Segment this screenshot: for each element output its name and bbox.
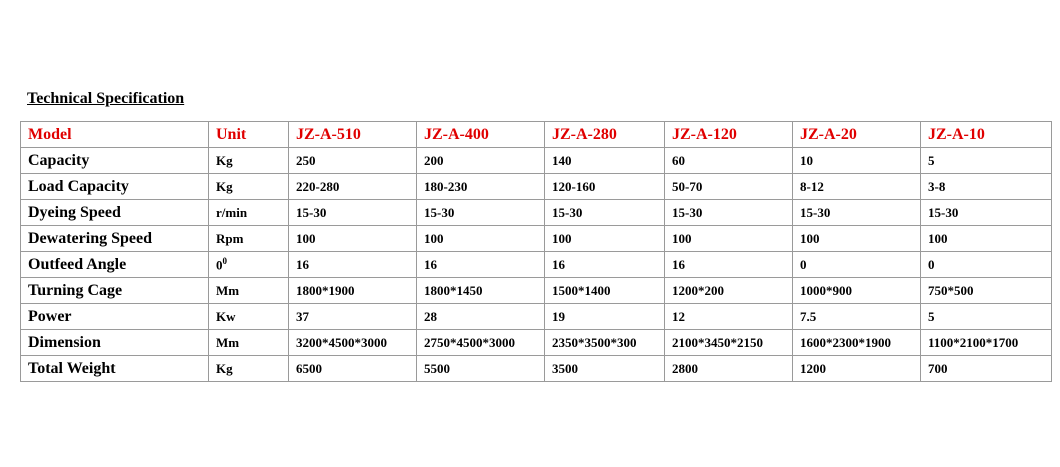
unit-cell: Kg: [209, 174, 289, 200]
value-cell: 5: [921, 148, 1052, 174]
value-cell: 1100*2100*1700: [921, 330, 1052, 356]
value-cell: 10: [793, 148, 921, 174]
row-label: Outfeed Angle: [21, 252, 209, 278]
value-cell: 5: [921, 304, 1052, 330]
row-label: Load Capacity: [21, 174, 209, 200]
value-cell: 0: [921, 252, 1052, 278]
value-cell: 100: [545, 226, 665, 252]
header-cell: Model: [21, 122, 209, 148]
value-cell: 7.5: [793, 304, 921, 330]
value-cell: 220-280: [289, 174, 417, 200]
table-row: [21, 278, 1052, 304]
value-cell: 8-12: [793, 174, 921, 200]
value-cell: 5500: [417, 356, 545, 382]
header-cell: JZ-A-120: [665, 122, 793, 148]
header-cell: JZ-A-20: [793, 122, 921, 148]
unit-cell: Rpm: [209, 226, 289, 252]
row-label: Dimension: [21, 330, 209, 356]
unit-cell: r/min: [209, 200, 289, 226]
table-header-row: [21, 122, 1052, 148]
header-cell: JZ-A-400: [417, 122, 545, 148]
value-cell: 2800: [665, 356, 793, 382]
value-cell: 180-230: [417, 174, 545, 200]
header-cell: JZ-A-510: [289, 122, 417, 148]
row-label: Dewatering Speed: [21, 226, 209, 252]
table-row: [21, 330, 1052, 356]
value-cell: 1000*900: [793, 278, 921, 304]
unit-cell: Kg: [209, 148, 289, 174]
value-cell: 15-30: [289, 200, 417, 226]
value-cell: 2100*3450*2150: [665, 330, 793, 356]
value-cell: 19: [545, 304, 665, 330]
unit-cell: [209, 252, 289, 278]
value-cell: 16: [289, 252, 417, 278]
value-cell: 15-30: [545, 200, 665, 226]
unit-cell: Mm: [209, 278, 289, 304]
unit-cell: Kg: [209, 356, 289, 382]
value-cell: 200: [417, 148, 545, 174]
value-cell: 1800*1900: [289, 278, 417, 304]
unit-cell: Mm: [209, 330, 289, 356]
value-cell: 3-8: [921, 174, 1052, 200]
value-cell: 100: [921, 226, 1052, 252]
value-cell: 2750*4500*3000: [417, 330, 545, 356]
table-row: [21, 304, 1052, 330]
table-row: [21, 252, 1052, 278]
table-row: [21, 200, 1052, 226]
value-cell: 1600*2300*1900: [793, 330, 921, 356]
value-cell: 1200: [793, 356, 921, 382]
header-cell: JZ-A-280: [545, 122, 665, 148]
value-cell: 2350*3500*300: [545, 330, 665, 356]
table-row: [21, 356, 1052, 382]
value-cell: 37: [289, 304, 417, 330]
table-row: [21, 174, 1052, 200]
value-cell: 1500*1400: [545, 278, 665, 304]
value-cell: 100: [289, 226, 417, 252]
value-cell: 100: [417, 226, 545, 252]
value-cell: 100: [793, 226, 921, 252]
spec-table: [20, 121, 1052, 382]
value-cell: 1800*1450: [417, 278, 545, 304]
value-cell: 15-30: [417, 200, 545, 226]
unit-cell: Kw: [209, 304, 289, 330]
header-cell: Unit: [209, 122, 289, 148]
value-cell: 15-30: [665, 200, 793, 226]
value-cell: 700: [921, 356, 1052, 382]
value-cell: 6500: [289, 356, 417, 382]
table-row: [21, 226, 1052, 252]
value-cell: 28: [417, 304, 545, 330]
value-cell: 50-70: [665, 174, 793, 200]
row-label: Total Weight: [21, 356, 209, 382]
value-cell: 0: [793, 252, 921, 278]
value-cell: 16: [545, 252, 665, 278]
value-cell: 15-30: [921, 200, 1052, 226]
value-cell: 3200*4500*3000: [289, 330, 417, 356]
unit-superscript: 0: [222, 255, 227, 266]
value-cell: 3500: [545, 356, 665, 382]
value-cell: 60: [665, 148, 793, 174]
value-cell: 16: [417, 252, 545, 278]
value-cell: 16: [665, 252, 793, 278]
value-cell: 1200*200: [665, 278, 793, 304]
value-cell: 120-160: [545, 174, 665, 200]
row-label: Power: [21, 304, 209, 330]
table-row: [21, 148, 1052, 174]
row-label: Capacity: [21, 148, 209, 174]
spec-table-body: [21, 122, 1052, 382]
page-title: Technical Specification: [27, 90, 185, 107]
row-label: Turning Cage: [21, 278, 209, 304]
value-cell: 140: [545, 148, 665, 174]
value-cell: 750*500: [921, 278, 1052, 304]
unit-base: 0: [216, 257, 223, 273]
value-cell: 12: [665, 304, 793, 330]
header-cell: JZ-A-10: [921, 122, 1052, 148]
value-cell: 250: [289, 148, 417, 174]
value-cell: 15-30: [793, 200, 921, 226]
value-cell: 100: [665, 226, 793, 252]
row-label: Dyeing Speed: [21, 200, 209, 226]
